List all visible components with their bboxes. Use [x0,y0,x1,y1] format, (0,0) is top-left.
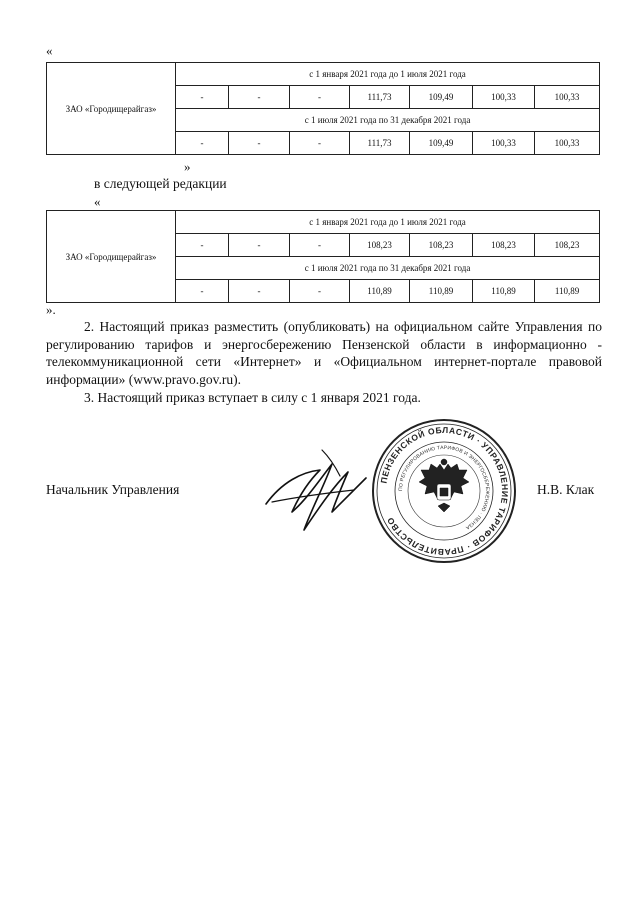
table-cell: - [229,234,290,257]
signatory-name: Н.В. Клак [537,482,595,497]
period-header: с 1 января 2021 года до 1 июля 2021 года [176,211,600,234]
official-stamp [371,418,517,564]
period-header: с 1 июля 2021 года по 31 декабря 2021 года [176,109,600,132]
edition-text: в следующей редакции [94,176,227,191]
table-cell: - [176,86,229,109]
table-cell: - [290,132,350,155]
table-cell: 108,23 [535,234,600,257]
open-quote: « [46,43,53,58]
org-name-cell: ЗАО «Городищерайгаз» [47,211,176,303]
svg-text:ПО РЕГУЛИРОВАНИЮ ТАРИФОВ И ЭНЕ: ПО РЕГУЛИРОВАНИЮ ТАРИФОВ И ЭНЕРГОСБЕРЕЖЕНИЮ · ПЕНЗА [397,444,491,531]
tariff-table-new [46,210,600,303]
table-cell: - [229,86,290,109]
table-cell: 100,33 [473,86,535,109]
paragraph-3: 3. Настоящий приказ вступает в силу с 1 января 2021 года. [84,390,421,405]
svg-text:ПЕНЗЕНСКОЙ ОБЛАСТИ · УПРАВЛЕНИ: ПЕНЗЕНСКОЙ ОБЛАСТИ · УПРАВЛЕНИЕ ТАРИФОВ · ПРАВИТЕЛЬСТВО [378,424,511,558]
signature [262,442,372,542]
paragraph-2: 2. Настоящий приказ разместить (опубликовать) на официальном сайте Управления по регулированию тарифов и энергосбережению Пензенской области в информационно - телекоммуникационной сети «Интернет» и «Официальном интернет-портале правовой информации» (www.pravo.gov.ru). [46,319,602,387]
table-cell: 108,23 [473,234,535,257]
table-cell: 108,23 [410,234,473,257]
org-name-cell: ЗАО «Городищерайгаз» [47,63,176,155]
table-cell: 111,73 [350,132,410,155]
table-cell: 110,89 [410,280,473,303]
table-cell: - [290,234,350,257]
table-cell: - [229,132,290,155]
table-cell: - [176,132,229,155]
table-cell: 111,73 [350,86,410,109]
table-cell: 100,33 [535,86,600,109]
table-cell: 108,23 [350,234,410,257]
seal-icon [371,418,517,564]
open-quote: « [94,194,101,209]
table-cell: 110,89 [473,280,535,303]
table-cell: 109,49 [410,86,473,109]
table-cell: - [290,86,350,109]
table-cell: 100,33 [473,132,535,155]
close-quote: ». [46,302,56,317]
table-cell: 109,49 [410,132,473,155]
table-cell: 110,89 [350,280,410,303]
period-header: с 1 января 2021 года до 1 июля 2021 года [176,63,600,86]
close-quote: » [184,159,191,174]
signatory-title: Начальник Управления [46,482,180,497]
table-cell: - [290,280,350,303]
table-cell: - [176,280,229,303]
table-cell: - [229,280,290,303]
tariff-table-old [46,62,600,155]
table-cell: 100,33 [535,132,600,155]
table-cell: - [176,234,229,257]
period-header: с 1 июля 2021 года по 31 декабря 2021 года [176,257,600,280]
table-cell: 110,89 [535,280,600,303]
signature-icon [262,442,372,537]
